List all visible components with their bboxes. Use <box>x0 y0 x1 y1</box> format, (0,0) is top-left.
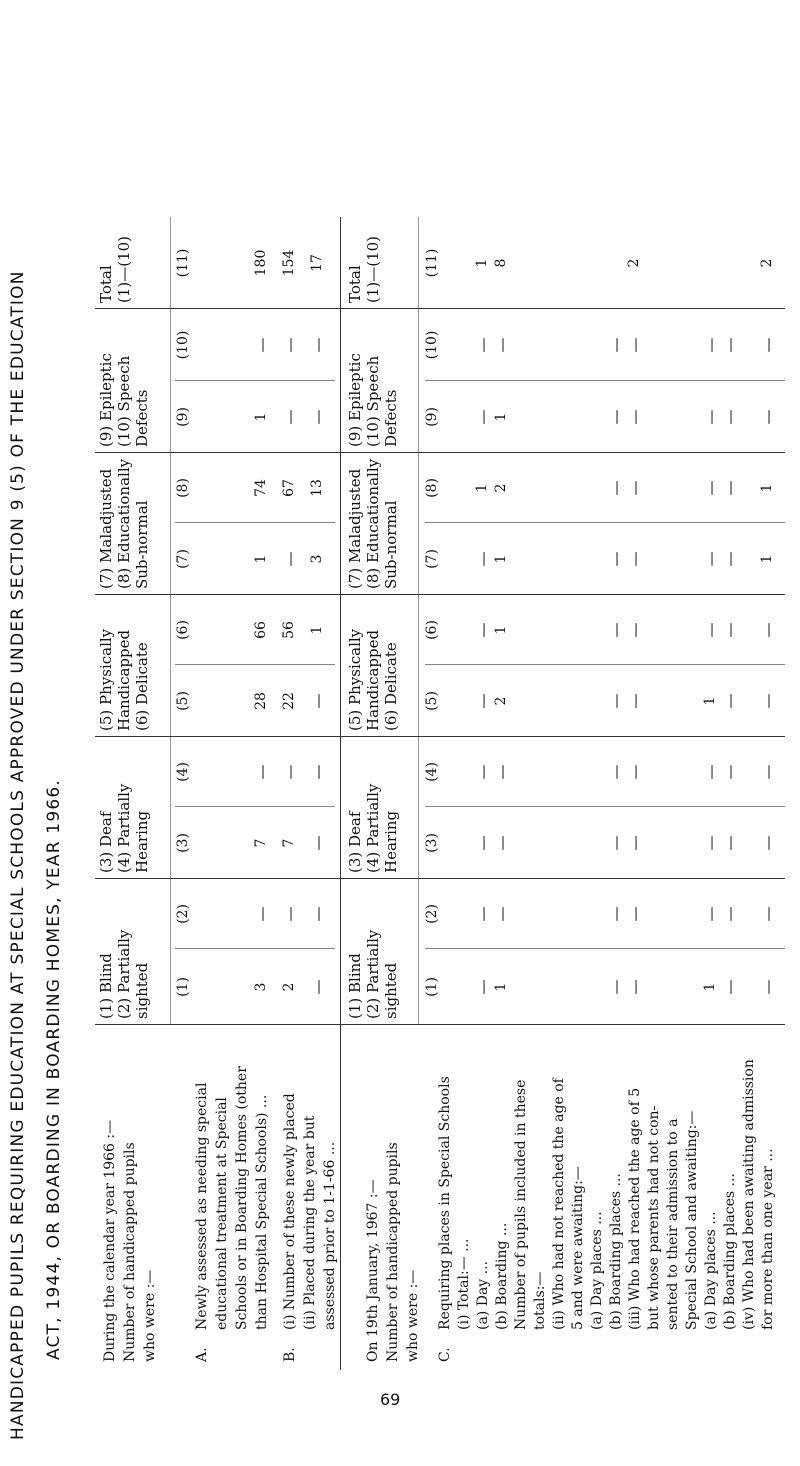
table-cell: — <box>474 551 492 567</box>
column-header: Hearing <box>133 810 151 873</box>
table-cell: — <box>309 764 327 780</box>
table-cell: 3 <box>253 982 269 992</box>
rowC-label: Special School and awaiting:— <box>684 1110 700 1330</box>
column-header: (10) Speech <box>115 355 133 447</box>
column-number: (9) <box>424 407 440 427</box>
table-cell: — <box>702 337 720 353</box>
table-cell: — <box>626 622 644 638</box>
table-cell: — <box>253 337 271 353</box>
table-cell: — <box>474 337 492 353</box>
column-header: (1) Blind <box>346 953 364 1019</box>
column-header: (1)—(10) <box>364 235 382 303</box>
column-header: Handicapped <box>115 629 133 731</box>
column-header: Total <box>97 265 115 303</box>
column-header: (6) Delicate <box>133 642 151 731</box>
table-cell: 3 <box>309 554 325 564</box>
table-cell: 1 <box>702 982 718 992</box>
group-divider <box>95 594 785 595</box>
column-header: (8) Educationally <box>115 458 133 589</box>
column-number: (1) <box>175 977 191 997</box>
rowC-label: (iii) Who had reached the age of 5 <box>627 1087 643 1330</box>
table-cell: 1 <box>493 412 509 422</box>
column-divider <box>175 522 335 523</box>
table-cell: — <box>493 764 511 780</box>
table-cell: — <box>702 906 720 922</box>
table-cell: — <box>759 622 777 638</box>
row-letter: A. <box>194 1347 210 1362</box>
table-cell: 13 <box>309 479 325 497</box>
table-cell: — <box>474 693 492 709</box>
column-header: (1)—(10) <box>115 235 133 303</box>
table-cell: — <box>626 693 644 709</box>
rowB-ii-label: (ii) Placed during the year but <box>302 1115 318 1330</box>
table-cell: — <box>702 480 720 496</box>
table-cell: — <box>759 337 777 353</box>
column-divider <box>425 380 785 381</box>
column-number: (10) <box>175 330 191 360</box>
table-cell: 2 <box>493 483 509 493</box>
table-cell: 154 <box>281 249 297 277</box>
table-cell: 1 <box>493 982 509 992</box>
table-cell: — <box>281 409 299 425</box>
column-header: sighted <box>133 962 151 1019</box>
column-header: (7) Maladjusted <box>346 468 364 589</box>
table-cell: — <box>309 693 327 709</box>
rowA-label: educational treatment at Special <box>214 1097 230 1330</box>
table-cell: — <box>309 409 327 425</box>
column-header: (5) Physically <box>97 628 115 731</box>
column-number: (5) <box>175 691 191 711</box>
column-number: (2) <box>175 904 191 924</box>
table-cell: 1 <box>253 554 269 564</box>
table-cell: — <box>721 337 739 353</box>
table-cell: — <box>721 622 739 638</box>
table-cell: — <box>474 979 492 995</box>
table-cell: 180 <box>253 249 269 277</box>
column-header: Sub-normal <box>382 500 400 589</box>
table-cell: — <box>759 764 777 780</box>
table-cell: — <box>721 906 739 922</box>
table-cell: — <box>607 764 625 780</box>
rowC-label: (b) Boarding places ... <box>608 1173 624 1330</box>
table-cell: — <box>721 979 739 995</box>
column-number: (6) <box>424 620 440 640</box>
table-cell: — <box>702 622 720 638</box>
table-cell: 1 <box>253 412 269 422</box>
table-cell: — <box>626 409 644 425</box>
column-number: (11) <box>424 248 440 278</box>
table-cell: 8 <box>493 258 509 268</box>
column-header: (4) Partially <box>364 783 382 873</box>
table-cell: — <box>626 551 644 567</box>
table-cell: — <box>607 979 625 995</box>
table-cell: 1 <box>493 554 509 564</box>
column-divider <box>425 522 785 523</box>
table-cell: — <box>626 835 644 851</box>
column-number: (7) <box>175 549 191 569</box>
section-rule <box>340 217 341 1370</box>
rowB-i-label: (i) Number of these newly placed <box>282 1093 298 1330</box>
table-cell: 22 <box>281 692 297 710</box>
table-cell: 17 <box>309 254 325 272</box>
rowC-label: totals:— <box>532 1271 548 1330</box>
group-divider <box>95 878 785 879</box>
rowC-label: (b) Boarding places ... <box>722 1173 738 1330</box>
column-divider <box>175 806 335 807</box>
rowC-label: Number of pupils included in these <box>513 1079 529 1330</box>
column-header: (3) Deaf <box>97 811 115 873</box>
table-cell: — <box>626 337 644 353</box>
table-cell: — <box>759 693 777 709</box>
rowB-ii-label: assessed prior to 1-1-66 ... <box>322 1141 338 1330</box>
header-rule <box>170 217 171 1025</box>
table-cell: — <box>607 480 625 496</box>
column-divider <box>175 664 335 665</box>
table-cell: — <box>607 551 625 567</box>
table-cell: 67 <box>281 479 297 497</box>
table-cell: — <box>281 337 299 353</box>
table-cell: 1 <box>759 554 775 564</box>
rowC-label: (b) Boarding ... <box>494 1222 510 1330</box>
table-cell: 7 <box>281 838 297 848</box>
table-cell: — <box>474 622 492 638</box>
rowC-label: for more than one year ... <box>760 1148 776 1330</box>
table-cell: — <box>493 906 511 922</box>
table-cell: — <box>626 764 644 780</box>
column-header: (6) Delicate <box>382 642 400 731</box>
table-cell: — <box>281 764 299 780</box>
column-number: (9) <box>175 407 191 427</box>
table-cell: — <box>607 835 625 851</box>
rowC-label: (i) Total:— ... <box>456 1238 472 1330</box>
table-cell: — <box>309 835 327 851</box>
column-header: (2) Partially <box>364 929 382 1019</box>
column-header: Defects <box>382 389 400 447</box>
title-line-2: ACT, 1944, OR BOARDING IN BOARDING HOMES, YEAR 1966. <box>44 779 64 1360</box>
group-divider <box>95 736 785 737</box>
section2-intro: On 19th January, 1967 :— <box>365 1179 381 1362</box>
rowC-label: (a) Day places ... <box>703 1211 719 1330</box>
section2-intro: who were :— <box>405 1269 421 1362</box>
table-cell: 28 <box>253 692 269 710</box>
table-cell: 1 <box>493 625 509 635</box>
rowC-label: (iv) Who had been awaiting admission <box>741 1059 757 1330</box>
table-cell: — <box>759 835 777 851</box>
rowC-label: sented to their admission to a <box>665 1118 681 1330</box>
table-cell: — <box>721 764 739 780</box>
title-line-1: HANDICAPPED PUPILS REQUIRING EDUCATION AT SPECIAL SCHOOLS APPROVED UNDER SECTION 9 (5) OF THE EDUCATION <box>8 270 28 1440</box>
table-cell: — <box>493 835 511 851</box>
column-header: Hearing <box>382 810 400 873</box>
table-cell: — <box>607 409 625 425</box>
table-cell: — <box>309 979 327 995</box>
section2-intro: Number of handicapped pupils <box>385 1142 401 1362</box>
column-header: (2) Partially <box>115 929 133 1019</box>
column-header: Total <box>346 265 364 303</box>
table-cell: — <box>281 906 299 922</box>
column-number: (2) <box>424 904 440 924</box>
table-cell: 2 <box>493 696 509 706</box>
rowA-label: Newly assessed as needing special <box>194 1082 210 1330</box>
table-cell: 1 <box>474 258 490 268</box>
table-cell: — <box>253 764 271 780</box>
column-header: Defects <box>133 389 151 447</box>
table-cell: 56 <box>281 621 297 639</box>
rowC-label: (a) Day ... <box>475 1260 491 1330</box>
table-cell: — <box>626 979 644 995</box>
column-header: (1) Blind <box>97 953 115 1019</box>
column-divider <box>175 380 335 381</box>
table-cell: — <box>759 409 777 425</box>
table-cell: — <box>759 906 777 922</box>
rowC-label: Requiring places in Special Schools <box>437 1076 453 1330</box>
table-cell: — <box>759 979 777 995</box>
table-cell: — <box>721 551 739 567</box>
table-cell: — <box>702 764 720 780</box>
table-cell: 1 <box>759 483 775 493</box>
column-number: (8) <box>424 478 440 498</box>
column-header: (7) Maladjusted <box>97 468 115 589</box>
page-title <box>0 0 90 1466</box>
table-cell: — <box>721 480 739 496</box>
table-cell: — <box>721 835 739 851</box>
table-cell: — <box>493 337 511 353</box>
column-number: (5) <box>424 691 440 711</box>
table-cell: 2 <box>281 982 297 992</box>
page-number: 69 <box>380 1390 401 1409</box>
column-header: (4) Partially <box>115 783 133 873</box>
rowC-label: (a) Day places ... <box>589 1211 605 1330</box>
table-cell: — <box>281 551 299 567</box>
column-header: (5) Physically <box>346 628 364 731</box>
rowA-label: than Hospital Special Schools) ... <box>254 1094 270 1330</box>
header-rule <box>418 217 419 1025</box>
group-divider <box>95 308 785 309</box>
column-header: Handicapped <box>364 629 382 731</box>
rowC-label: (ii) Who had not reached the age of <box>551 1078 567 1330</box>
column-number: (3) <box>424 833 440 853</box>
table-cell: — <box>702 835 720 851</box>
table-cell: 1 <box>702 696 718 706</box>
column-divider <box>425 948 785 949</box>
table-cell: 2 <box>759 258 775 268</box>
section1-intro: Number of handicapped pupils <box>122 1142 138 1362</box>
table-cell: 66 <box>253 621 269 639</box>
table-cell: — <box>309 906 327 922</box>
data-table <box>95 90 785 1370</box>
group-divider <box>95 1024 785 1025</box>
table-cell: 2 <box>626 258 642 268</box>
column-header: Sub-normal <box>133 500 151 589</box>
column-number: (1) <box>424 977 440 997</box>
group-divider <box>95 452 785 453</box>
table-cell: — <box>474 409 492 425</box>
table-cell: — <box>702 551 720 567</box>
table-cell: — <box>253 906 271 922</box>
rowA-label: Schools or in Boarding Homes (other <box>234 1066 250 1330</box>
table-cell: — <box>721 409 739 425</box>
table-cell: — <box>721 693 739 709</box>
column-header: sighted <box>382 962 400 1019</box>
table-cell: 1 <box>474 483 490 493</box>
table-cell: — <box>309 337 327 353</box>
table-cell: — <box>474 906 492 922</box>
rowC-label: 5 and were awaiting:— <box>570 1166 586 1330</box>
table-cell: — <box>607 906 625 922</box>
table-cell: — <box>607 622 625 638</box>
table-cell: — <box>474 835 492 851</box>
section1-intro: who were :— <box>142 1269 158 1362</box>
row-letter: C. <box>437 1347 453 1362</box>
column-divider <box>425 806 785 807</box>
table-cell: — <box>702 409 720 425</box>
column-number: (7) <box>424 549 440 569</box>
table-cell: — <box>474 764 492 780</box>
column-number: (8) <box>175 478 191 498</box>
column-header: (9) Epileptic <box>346 353 364 447</box>
row-letter: B. <box>282 1347 298 1362</box>
column-header: (3) Deaf <box>346 811 364 873</box>
column-header: (9) Epileptic <box>97 353 115 447</box>
column-header: (8) Educationally <box>364 458 382 589</box>
column-number: (10) <box>424 330 440 360</box>
table-cell: — <box>626 480 644 496</box>
column-divider <box>425 664 785 665</box>
column-number: (4) <box>424 762 440 782</box>
table-cell: — <box>607 693 625 709</box>
column-number: (4) <box>175 762 191 782</box>
column-number: (11) <box>175 248 191 278</box>
column-divider <box>175 948 335 949</box>
column-header: (10) Speech <box>364 355 382 447</box>
section1-intro: During the calendar year 1966 :— <box>102 1119 118 1362</box>
table-cell: 7 <box>253 838 269 848</box>
table-cell: — <box>626 906 644 922</box>
table-cell: 74 <box>253 479 269 497</box>
column-number: (6) <box>175 620 191 640</box>
column-number: (3) <box>175 833 191 853</box>
table-cell: — <box>607 337 625 353</box>
table-cell: 1 <box>309 625 325 635</box>
rowC-label: but whose parents had not con- <box>646 1105 662 1330</box>
